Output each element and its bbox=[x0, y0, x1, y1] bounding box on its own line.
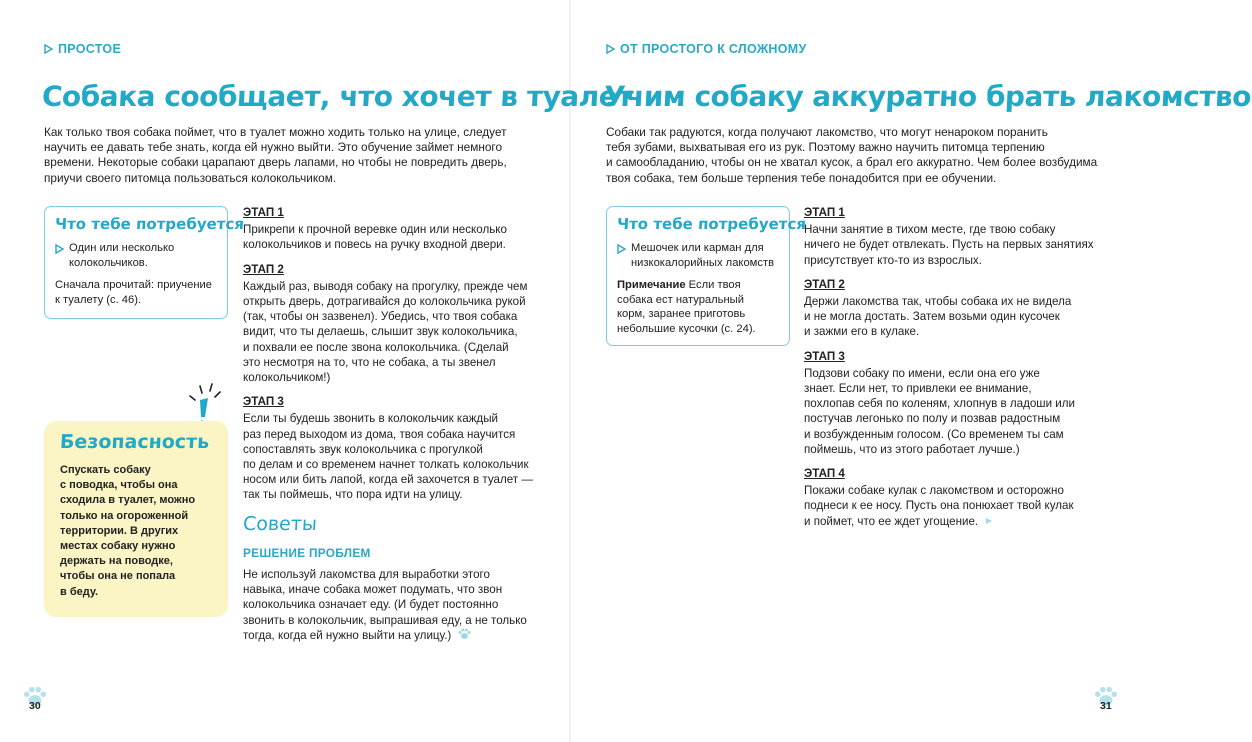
step-line: поймешь, что из этого работает лучше.) bbox=[804, 442, 1020, 456]
step-text bbox=[243, 222, 543, 252]
step-2 bbox=[804, 277, 1124, 340]
requirements-title: Что тебе потребуется bbox=[616, 215, 807, 233]
step-heading: ЭТАП 1 bbox=[243, 206, 284, 219]
steps-list bbox=[804, 205, 1124, 538]
requirements-item bbox=[55, 241, 217, 270]
step-line: Начни занятие в тихом месте, где твою собаку bbox=[804, 223, 1056, 237]
requirements-note bbox=[617, 278, 779, 336]
intro-line: Как только твоя собака поймет, что в туалет можно ходить только на улице, следует bbox=[44, 125, 507, 139]
safety-line: только на огороженной bbox=[60, 509, 189, 522]
note-line: Сначала прочитай: приучение bbox=[55, 279, 212, 291]
safety-line: держать на поводке, bbox=[60, 555, 173, 568]
right-page bbox=[570, 0, 1252, 742]
item-line: низкокалорийных лакомств bbox=[631, 256, 775, 269]
step-heading: ЭТАП 4 bbox=[804, 467, 845, 481]
step-line: постучав легонько по полу и позвав радостным bbox=[804, 412, 1061, 426]
step-text bbox=[804, 222, 1124, 268]
paw-icon bbox=[458, 628, 471, 644]
intro-line: научить ее давать тебе знать, когда ей нужно выйти. Это обучение займет немного bbox=[44, 140, 503, 155]
step-line: и зажми его в кулаке. bbox=[804, 325, 920, 339]
step-line: ничего не будет отвлекать. Пусть на первых занятиях bbox=[804, 238, 1094, 252]
intro-paragraph bbox=[44, 125, 524, 186]
safety-box bbox=[44, 421, 228, 617]
step-line: поднеси к ее носу. Пусть она понюхает твой кулак bbox=[804, 499, 1074, 513]
page-title: Собака сообщает, что хочет в туалет bbox=[41, 80, 634, 113]
step-line: Покажи собаке кулак с лакомством и осторожно bbox=[804, 484, 1064, 498]
safety-line: территории. В других bbox=[60, 524, 179, 537]
problems-title: РЕШЕНИЕ ПРОБЛЕМ bbox=[243, 545, 371, 560]
item-line: колокольчиков. bbox=[69, 256, 148, 269]
problems-line: звонить в колокольчик, выпрашивая еду, а не только bbox=[243, 613, 527, 627]
step-line: похлопав себя по коленям, хлопнув в ладоши или bbox=[804, 397, 1076, 411]
step-line: Каждый раз, выводя собаку на прогулку, прежде чем bbox=[243, 279, 528, 293]
triangle-outline-icon bbox=[606, 44, 615, 54]
triangle-bullet-icon bbox=[617, 244, 626, 254]
step-text bbox=[243, 411, 543, 502]
step-text bbox=[804, 483, 1124, 529]
step-heading: ЭТАП 3 bbox=[804, 349, 845, 363]
step-text bbox=[243, 279, 543, 385]
section-label-text: ПРОСТОЕ bbox=[58, 42, 122, 56]
step-heading: ЭТАП 2 bbox=[804, 277, 845, 291]
note-line: собака ест натуральный bbox=[617, 293, 744, 306]
problems-line: тогда, когда ей нужно выйти на улицу.) bbox=[243, 629, 452, 643]
step-line: (так, чтобы он зазвенел). Убедись, что твоя собака bbox=[243, 310, 518, 324]
safety-line: сходила в туалет, можно bbox=[60, 494, 196, 507]
step-line: видит, что ты делаешь, слышит звук колокольчика, bbox=[243, 325, 518, 339]
step-line: колокольчиков и повесь на ручку входной двери. bbox=[243, 238, 506, 252]
step-line: и возбужденным голосом. (Со временем ты сам bbox=[804, 427, 1064, 441]
intro-line: твоя собака, тем больше терпения тебе понадобится при ее обучении. bbox=[606, 170, 997, 185]
page-title: Учим собаку аккуратно брать лакомство bbox=[603, 80, 1252, 113]
step-3 bbox=[804, 349, 1124, 457]
step-3 bbox=[243, 394, 543, 502]
step-line: по делам и со временем начнет толкать колокольчик bbox=[243, 458, 529, 472]
steps-list bbox=[243, 205, 543, 644]
problems-line: колокольчика означает еду. (И будет постоянно bbox=[243, 598, 499, 612]
requirements-box bbox=[606, 206, 807, 346]
note-line: Если твоя bbox=[688, 279, 741, 291]
problems-text bbox=[243, 567, 543, 644]
intro-line: Собаки так радуются, когда получают лакомство, что могут ненароком поранить bbox=[606, 125, 1048, 139]
intro-line: приучи своего питомца пользоваться колокольчиком. bbox=[44, 170, 337, 185]
section-label-text: ОТ ПРОСТОГО К СЛОЖНОМУ bbox=[620, 42, 807, 56]
arrow-next-icon bbox=[985, 514, 993, 529]
step-line: так ты поймешь, что пора идти на улицу. bbox=[243, 488, 463, 502]
item-line: Один или несколько bbox=[69, 242, 175, 254]
step-line: Если ты будешь звонить в колокольчик каждый bbox=[243, 412, 498, 426]
tips-title: Советы bbox=[242, 512, 318, 535]
page-number: 31 bbox=[1100, 700, 1112, 712]
safety-line: Спускать собаку bbox=[60, 464, 151, 476]
note-line: корм, заранее приготовь bbox=[617, 308, 746, 320]
safety-line: чтобы она не попала bbox=[60, 570, 176, 583]
requirements-note bbox=[55, 278, 217, 307]
step-4 bbox=[804, 466, 1124, 529]
step-line-last bbox=[804, 514, 1124, 530]
step-line: Прикрепи к прочной веревке один или несколько bbox=[243, 223, 507, 237]
step-line: Держи лакомства так, чтобы собака их не видела bbox=[804, 295, 1072, 309]
section-label bbox=[44, 42, 121, 56]
step-heading: ЭТАП 3 bbox=[243, 395, 284, 409]
requirements-item-text bbox=[69, 241, 174, 270]
step-line: это несмотря на то, что не собака, а ты звенел bbox=[243, 355, 496, 369]
step-line: присутствует кто-то из взрослых. bbox=[804, 253, 982, 267]
section-label bbox=[606, 42, 807, 56]
step-2 bbox=[243, 262, 543, 386]
requirements-item bbox=[617, 241, 779, 270]
problems-line-last bbox=[243, 628, 543, 644]
step-1 bbox=[243, 205, 543, 253]
item-line: Мешочек или карман для bbox=[631, 242, 764, 254]
step-1 bbox=[804, 205, 1124, 268]
step-line: Подзови собаку по имени, если она его уже bbox=[804, 366, 1040, 380]
requirements-title: Что тебе потребуется bbox=[54, 215, 245, 233]
step-line: открыть дверь, дотрагивайся до колокольчика рукой bbox=[243, 295, 526, 309]
safety-line: с поводка, чтобы она bbox=[60, 479, 178, 492]
note-label: Примечание bbox=[617, 279, 686, 291]
safety-line: в беду. bbox=[60, 585, 99, 598]
safety-title: Безопасность bbox=[59, 431, 210, 453]
problems-line: навыка, иначе собака может подумать, что звон bbox=[243, 583, 503, 597]
step-heading: ЭТАП 2 bbox=[243, 262, 284, 276]
step-line: носом или бить лапой, когда ей захочется в туалет — bbox=[243, 473, 533, 487]
step-line: колокольчиком!) bbox=[243, 371, 331, 385]
step-heading: ЭТАП 1 bbox=[804, 206, 845, 219]
page-number: 30 bbox=[29, 700, 41, 712]
intro-line: времени. Некоторые собаки царапают дверь лапами, но чтобы не повредить дверь, bbox=[44, 155, 507, 170]
step-line: раз перед выходом из дома, твоя собака научится bbox=[243, 427, 516, 441]
step-line: и поймет, что ее ждет угощение. bbox=[804, 514, 979, 528]
safety-line: местах собаку нужно bbox=[60, 540, 176, 553]
step-text bbox=[804, 366, 1124, 457]
safety-text bbox=[60, 463, 216, 600]
step-line: и не могла достать. Затем возьми один кусочек bbox=[804, 310, 1060, 324]
note-line: к туалету (с. 46). bbox=[55, 293, 142, 306]
note-line: небольшие кусочки (с. 24). bbox=[617, 322, 756, 335]
step-line: сопоставлять звук колокольчика с прогулкой bbox=[243, 442, 483, 456]
requirements-box bbox=[44, 206, 245, 319]
intro-paragraph bbox=[606, 125, 1126, 186]
step-line: и похвали ее после звона колокольчика. (Сделай bbox=[243, 340, 509, 354]
triangle-outline-icon bbox=[44, 44, 53, 54]
requirements-item-text bbox=[631, 241, 774, 270]
problems-line: Не используй лакомства для выработки этого bbox=[243, 568, 490, 582]
intro-line: тебя зубами, выхватывая его из рук. Поэтому важно научить питомца терпению bbox=[606, 140, 1045, 155]
intro-line: и самообладанию, чтобы он не хватал кусок, а брал его аккуратно. Чем более возбудима bbox=[606, 155, 1098, 170]
step-line: знает. Если нет, то привлеки ее внимание, bbox=[804, 382, 1032, 396]
step-text bbox=[804, 294, 1124, 340]
triangle-bullet-icon bbox=[55, 244, 64, 254]
